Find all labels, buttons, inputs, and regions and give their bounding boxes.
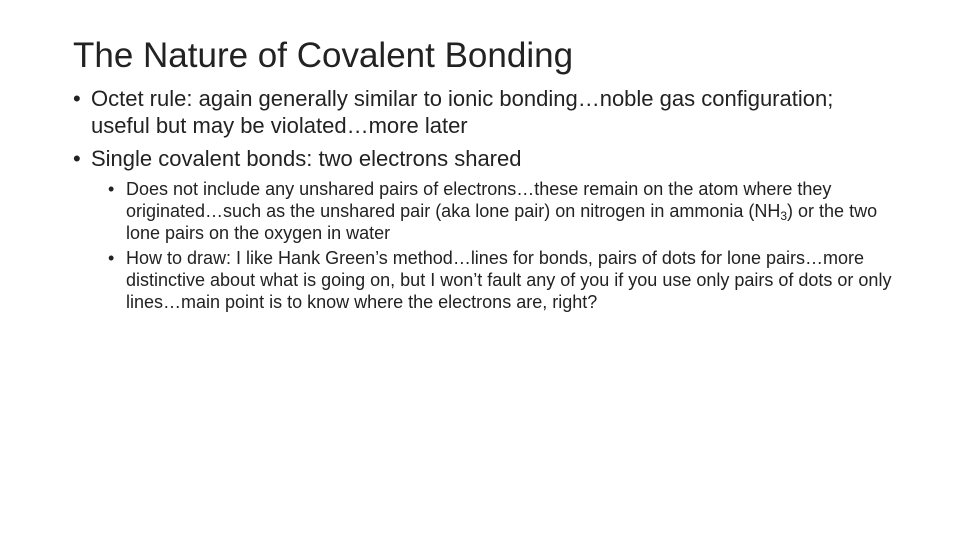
bullet-icon: • bbox=[73, 86, 81, 111]
bullet-icon: • bbox=[73, 146, 81, 171]
sub-bullet-text: How to draw: I like Hank Green’s method…lines for bonds, pairs of dots for lone pairs…more distinctive about what is going on, but I won’t fault any of you if you use only pairs of dots or only lines…main point is to know where the electrons are, right? bbox=[126, 248, 892, 312]
sub-bullet-text bbox=[126, 179, 877, 243]
sub-bullet-unshared-pairs bbox=[108, 178, 893, 244]
sub-bullet-text-after: ) or the two lone pairs on the oxygen in water bbox=[126, 201, 878, 243]
bullet-point-octet-rule bbox=[73, 85, 893, 139]
bullet-icon: • bbox=[108, 179, 115, 199]
slide-title: The Nature of Covalent Bonding bbox=[73, 36, 574, 75]
bullet-text: Octet rule: again generally similar to ionic bonding…noble gas configuration; useful but may be violated…more later bbox=[91, 86, 834, 138]
bullet-text: Single covalent bonds: two electrons shared bbox=[91, 146, 522, 171]
bullet-icon: • bbox=[108, 248, 115, 268]
sub-bullet-how-to-draw bbox=[108, 247, 893, 313]
subscript-text: 3 bbox=[780, 209, 788, 223]
bullet-point-single-covalent-bonds bbox=[73, 145, 893, 313]
sub-bullet-list bbox=[91, 178, 893, 313]
bullet-list bbox=[73, 85, 893, 319]
sub-bullet-text-before: Does not include any unshared pairs of electrons…these remain on the atom where they originated…such as the unshared pair (aka lone pair) on nitrogen in ammonia (NH bbox=[126, 179, 832, 221]
